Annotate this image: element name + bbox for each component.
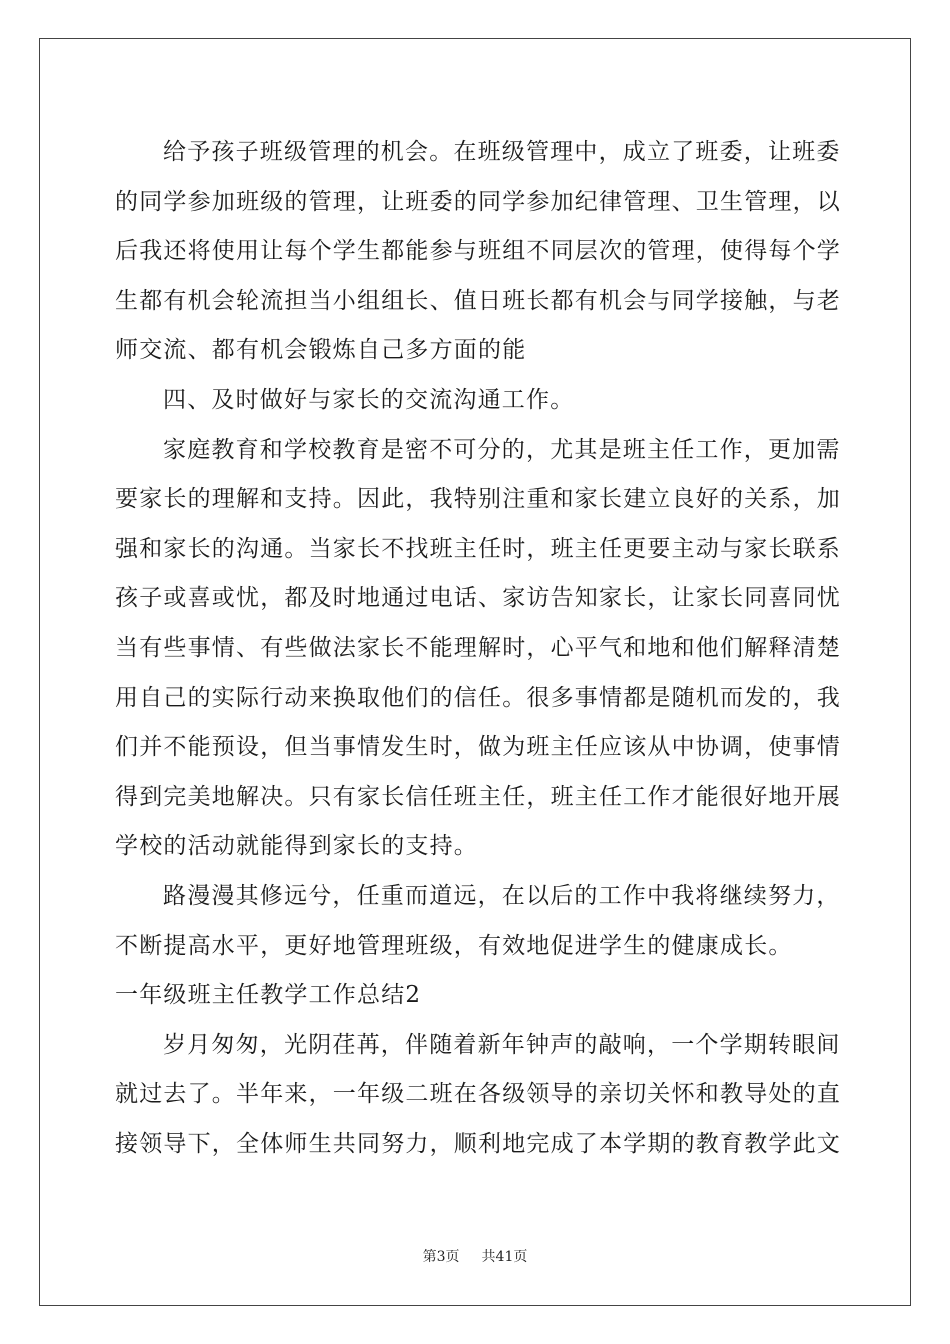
- text-line: 孩子或喜或忧，都及时地通过电话、家访告知家长，让家长同喜同忧: [115, 585, 841, 612]
- text-line: 接领导下，全体师生共同努力，顺利地完成了本学期的教育教学此文: [115, 1130, 841, 1157]
- text-line: 要家长的理解和支持。因此，我特别注重和家长建立良好的关系，加: [115, 486, 841, 513]
- text-line: 不断提高水平，更好地管理班级，有效地促进学生的健康成长。: [115, 932, 793, 959]
- text-line: 家庭教育和学校教育是密不可分的，尤其是班主任工作，更加需: [163, 436, 841, 463]
- document-body: [115, 128, 841, 1169]
- page-footer: [0, 1246, 950, 1266]
- text-line: 一年级班主任教学工作总结2: [115, 982, 422, 1009]
- text-line: 用自己的实际行动来换取他们的信任。很多事情都是随机而发的，我: [115, 684, 841, 711]
- text-line: 后我还将使用让每个学生都能参与班组不同层次的管理，使得每个学: [115, 238, 841, 265]
- page-number: 第3页: [422, 1249, 460, 1265]
- page-total: 共41页: [481, 1249, 528, 1265]
- text-line: 岁月匆匆，光阴荏苒，伴随着新年钟声的敲响，一个学期转眼间: [163, 1031, 841, 1058]
- text-line: 学校的活动就能得到家长的支持。: [115, 833, 478, 860]
- text-line: 给予孩子班级管理的机会。在班级管理中，成立了班委，让班委: [163, 139, 841, 165]
- text-line: 们并不能预设，但当事情发生时，做为班主任应该从中协调，使事情: [115, 734, 841, 761]
- text-line: 当有些事情、有些做法家长不能理解时，心平气和地和他们解释清楚: [115, 634, 841, 661]
- text-line: 得到完美地解决。只有家长信任班主任，班主任工作才能很好地开展: [115, 783, 841, 810]
- text-line: 强和家长的沟通。当家长不找班主任时，班主任更要主动与家长联系: [115, 535, 841, 562]
- text-line: 就过去了。半年来，一年级二班在各级领导的亲切关怀和教导处的直: [115, 1081, 841, 1108]
- text-line: 生都有机会轮流担当小组组长、值日班长都有机会与同学接触，与老: [115, 287, 841, 314]
- text-line: 师交流、都有机会锻炼自己多方面的能: [115, 337, 527, 364]
- text-line: 四、及时做好与家长的交流沟通工作。: [163, 386, 575, 413]
- text-line: 路漫漫其修远兮，任重而道远，在以后的工作中我将继续努力，: [163, 882, 841, 909]
- text-line: 的同学参加班级的管理，让班委的同学参加纪律管理、卫生管理，以: [115, 188, 841, 215]
